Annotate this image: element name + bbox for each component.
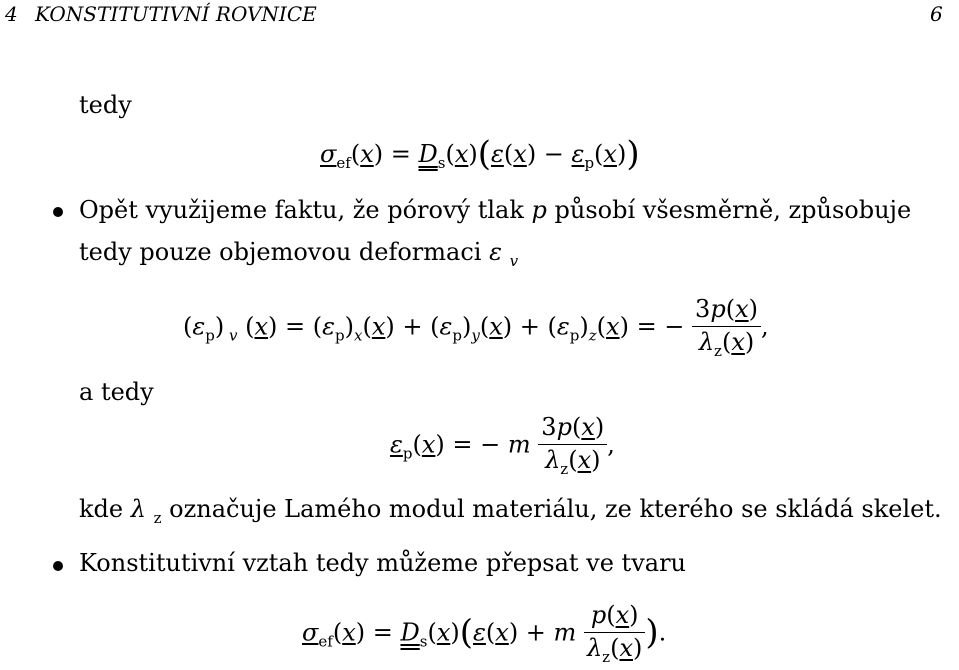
bullet-1-line-2: tedy pouze objemovou deformaci ε $_v$: [79, 238, 519, 270]
bullet-1-line-1: Opět využijeme faktu, že pórový tlak p působí všesměrně, způsobuje: [79, 196, 912, 224]
bullet-2-text: Konstitutivní vztah tedy můžeme přepsat ve tvaru: [79, 549, 686, 577]
bullet-1: [53, 207, 63, 217]
text-kde-lambda: kde λ $_z$ označuje Lamého modul materiálu, ze kterého se skládá skelet.: [79, 495, 942, 527]
equation-3: $\varepsilon_p(x)$ = − m $\frac{3p(x)}{\lambda_z(x)}$ ,: [390, 413, 615, 478]
bullet-2: [53, 561, 63, 571]
equation-1: $\sigma_{ef}(x) = D_s(x)(\varepsilon(x) - \varepsilon_p(x))$: [320, 134, 640, 174]
page-number-right: 6: [930, 2, 943, 26]
chapter-title: KONSTITUTIVNÍ ROVNICE: [35, 2, 317, 26]
text-tedy: tedy: [79, 91, 132, 119]
equation-2: $(\varepsilon_p)$ $_v$ $(x) = (\varepsilon_p)_x(x) + (\varepsilon_p)_y(x) + (\varepsilon_p)_z(x)$ = − $\frac{3p(x)}{\lambda_z(x)}$ ,: [183, 295, 769, 360]
equation-4: $\sigma_{ef}(x) = D_s(x)(\varepsilon(x) + m$ $\frac{p(x)}{\lambda_z(x)}$ ).: [302, 601, 667, 666]
page-number-left: 4: [5, 2, 18, 26]
text-a-tedy: a tedy: [79, 378, 154, 406]
